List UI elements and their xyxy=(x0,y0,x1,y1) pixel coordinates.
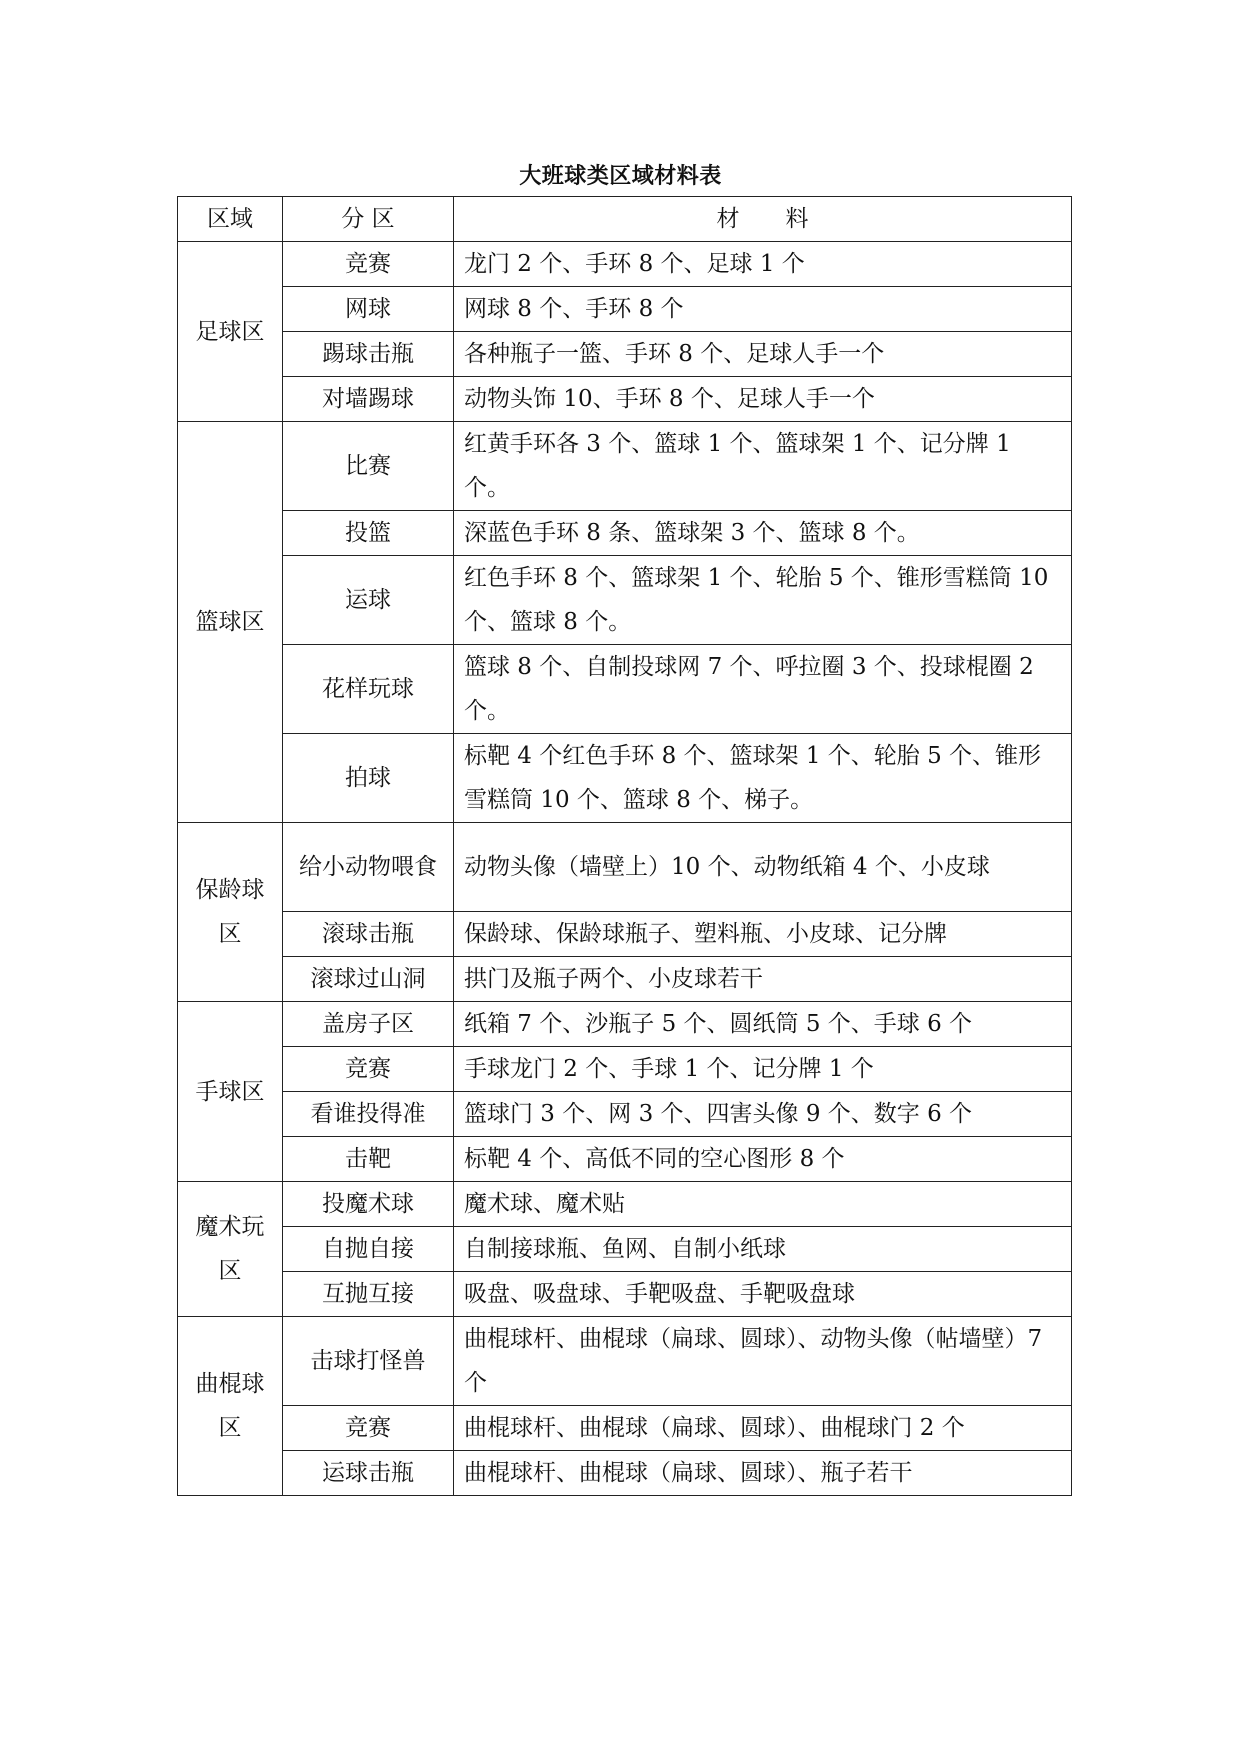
subzone-cell: 盖房子区 xyxy=(283,1002,454,1047)
table-header-row xyxy=(178,197,1072,242)
material-cell: 曲棍球杆、曲棍球（扁球、圆球）、瓶子若干 xyxy=(454,1451,1072,1496)
material-cell: 手球龙门 2 个、手球 1 个、记分牌 1 个 xyxy=(454,1047,1072,1092)
table-row xyxy=(178,1272,1072,1317)
materials-table xyxy=(177,196,1072,1496)
material-cell: 魔术球、魔术贴 xyxy=(454,1182,1072,1227)
subzone-cell: 网球 xyxy=(283,287,454,332)
table-row xyxy=(178,957,1072,1002)
subzone-cell: 投篮 xyxy=(283,511,454,556)
table-row xyxy=(178,332,1072,377)
subzone-cell: 竞赛 xyxy=(283,1047,454,1092)
material-cell: 曲棍球杆、曲棍球（扁球、圆球）、曲棍球门 2 个 xyxy=(454,1406,1072,1451)
zone-cell: 魔术玩区 xyxy=(178,1182,283,1317)
header-zone: 区域 xyxy=(178,197,283,242)
material-cell: 深蓝色手环 8 条、篮球架 3 个、篮球 8 个。 xyxy=(454,511,1072,556)
table-row xyxy=(178,1406,1072,1451)
material-cell: 保龄球、保龄球瓶子、塑料瓶、小皮球、记分牌 xyxy=(454,912,1072,957)
table-row xyxy=(178,556,1072,645)
subzone-cell: 踢球击瓶 xyxy=(283,332,454,377)
material-cell: 纸箱 7 个、沙瓶子 5 个、圆纸筒 5 个、手球 6 个 xyxy=(454,1002,1072,1047)
table-row xyxy=(178,1182,1072,1227)
material-cell: 自制接球瓶、鱼网、自制小纸球 xyxy=(454,1227,1072,1272)
zone-cell: 篮球区 xyxy=(178,422,283,823)
subzone-cell: 看谁投得准 xyxy=(283,1092,454,1137)
table-row xyxy=(178,1002,1072,1047)
material-cell: 吸盘、吸盘球、手靶吸盘、手靶吸盘球 xyxy=(454,1272,1072,1317)
subzone-cell: 互抛互接 xyxy=(283,1272,454,1317)
subzone-cell: 对墙踢球 xyxy=(283,377,454,422)
zone-cell: 手球区 xyxy=(178,1002,283,1182)
subzone-cell: 竞赛 xyxy=(283,1406,454,1451)
subzone-cell: 投魔术球 xyxy=(283,1182,454,1227)
table-row xyxy=(178,511,1072,556)
material-cell: 动物头饰 10、手环 8 个、足球人手一个 xyxy=(454,377,1072,422)
table-row xyxy=(178,734,1072,823)
material-cell: 动物头像（墙壁上）10 个、动物纸箱 4 个、小皮球 xyxy=(454,823,1072,912)
material-cell: 篮球 8 个、自制投球网 7 个、呼拉圈 3 个、投球棍圈 2 个。 xyxy=(454,645,1072,734)
table-row xyxy=(178,1047,1072,1092)
table-row xyxy=(178,242,1072,287)
subzone-cell: 给小动物喂食 xyxy=(283,823,454,912)
subzone-cell: 比赛 xyxy=(283,422,454,511)
subzone-cell: 滚球击瓶 xyxy=(283,912,454,957)
material-cell: 拱门及瓶子两个、小皮球若干 xyxy=(454,957,1072,1002)
material-cell: 龙门 2 个、手环 8 个、足球 1 个 xyxy=(454,242,1072,287)
material-cell: 篮球门 3 个、网 3 个、四害头像 9 个、数字 6 个 xyxy=(454,1092,1072,1137)
material-cell: 红黄手环各 3 个、篮球 1 个、篮球架 1 个、记分牌 1 个。 xyxy=(454,422,1072,511)
material-cell: 曲棍球杆、曲棍球（扁球、圆球）、动物头像（帖墙壁）7 个 xyxy=(454,1317,1072,1406)
material-cell: 各种瓶子一篮、手环 8 个、足球人手一个 xyxy=(454,332,1072,377)
subzone-cell: 竞赛 xyxy=(283,242,454,287)
table-row xyxy=(178,823,1072,912)
material-cell: 标靶 4 个、高低不同的空心图形 8 个 xyxy=(454,1137,1072,1182)
table-row xyxy=(178,1092,1072,1137)
table-row xyxy=(178,1137,1072,1182)
table-row xyxy=(178,645,1072,734)
table-row xyxy=(178,422,1072,511)
page-title: 大班球类区域材料表 xyxy=(519,164,722,189)
zone-cell: 保龄球区 xyxy=(178,823,283,1002)
table-row xyxy=(178,1317,1072,1406)
zone-cell: 曲棍球区 xyxy=(178,1317,283,1496)
table-row xyxy=(178,912,1072,957)
header-material: 材 料 xyxy=(454,197,1072,242)
subzone-cell: 滚球过山洞 xyxy=(283,957,454,1002)
subzone-cell: 自抛自接 xyxy=(283,1227,454,1272)
material-cell: 红色手环 8 个、篮球架 1 个、轮胎 5 个、锥形雪糕筒 10 个、篮球 8 个。 xyxy=(454,556,1072,645)
table-row xyxy=(178,377,1072,422)
header-subzone: 分 区 xyxy=(283,197,454,242)
material-cell: 网球 8 个、手环 8 个 xyxy=(454,287,1072,332)
material-cell: 标靶 4 个红色手环 8 个、篮球架 1 个、轮胎 5 个、锥形雪糕筒 10 个、篮球 8 个、梯子。 xyxy=(454,734,1072,823)
subzone-cell: 花样玩球 xyxy=(283,645,454,734)
subzone-cell: 击靶 xyxy=(283,1137,454,1182)
subzone-cell: 击球打怪兽 xyxy=(283,1317,454,1406)
table-row xyxy=(178,287,1072,332)
table-row xyxy=(178,1227,1072,1272)
table-row xyxy=(178,1451,1072,1496)
subzone-cell: 拍球 xyxy=(283,734,454,823)
zone-cell: 足球区 xyxy=(178,242,283,422)
subzone-cell: 运球击瓶 xyxy=(283,1451,454,1496)
subzone-cell: 运球 xyxy=(283,556,454,645)
